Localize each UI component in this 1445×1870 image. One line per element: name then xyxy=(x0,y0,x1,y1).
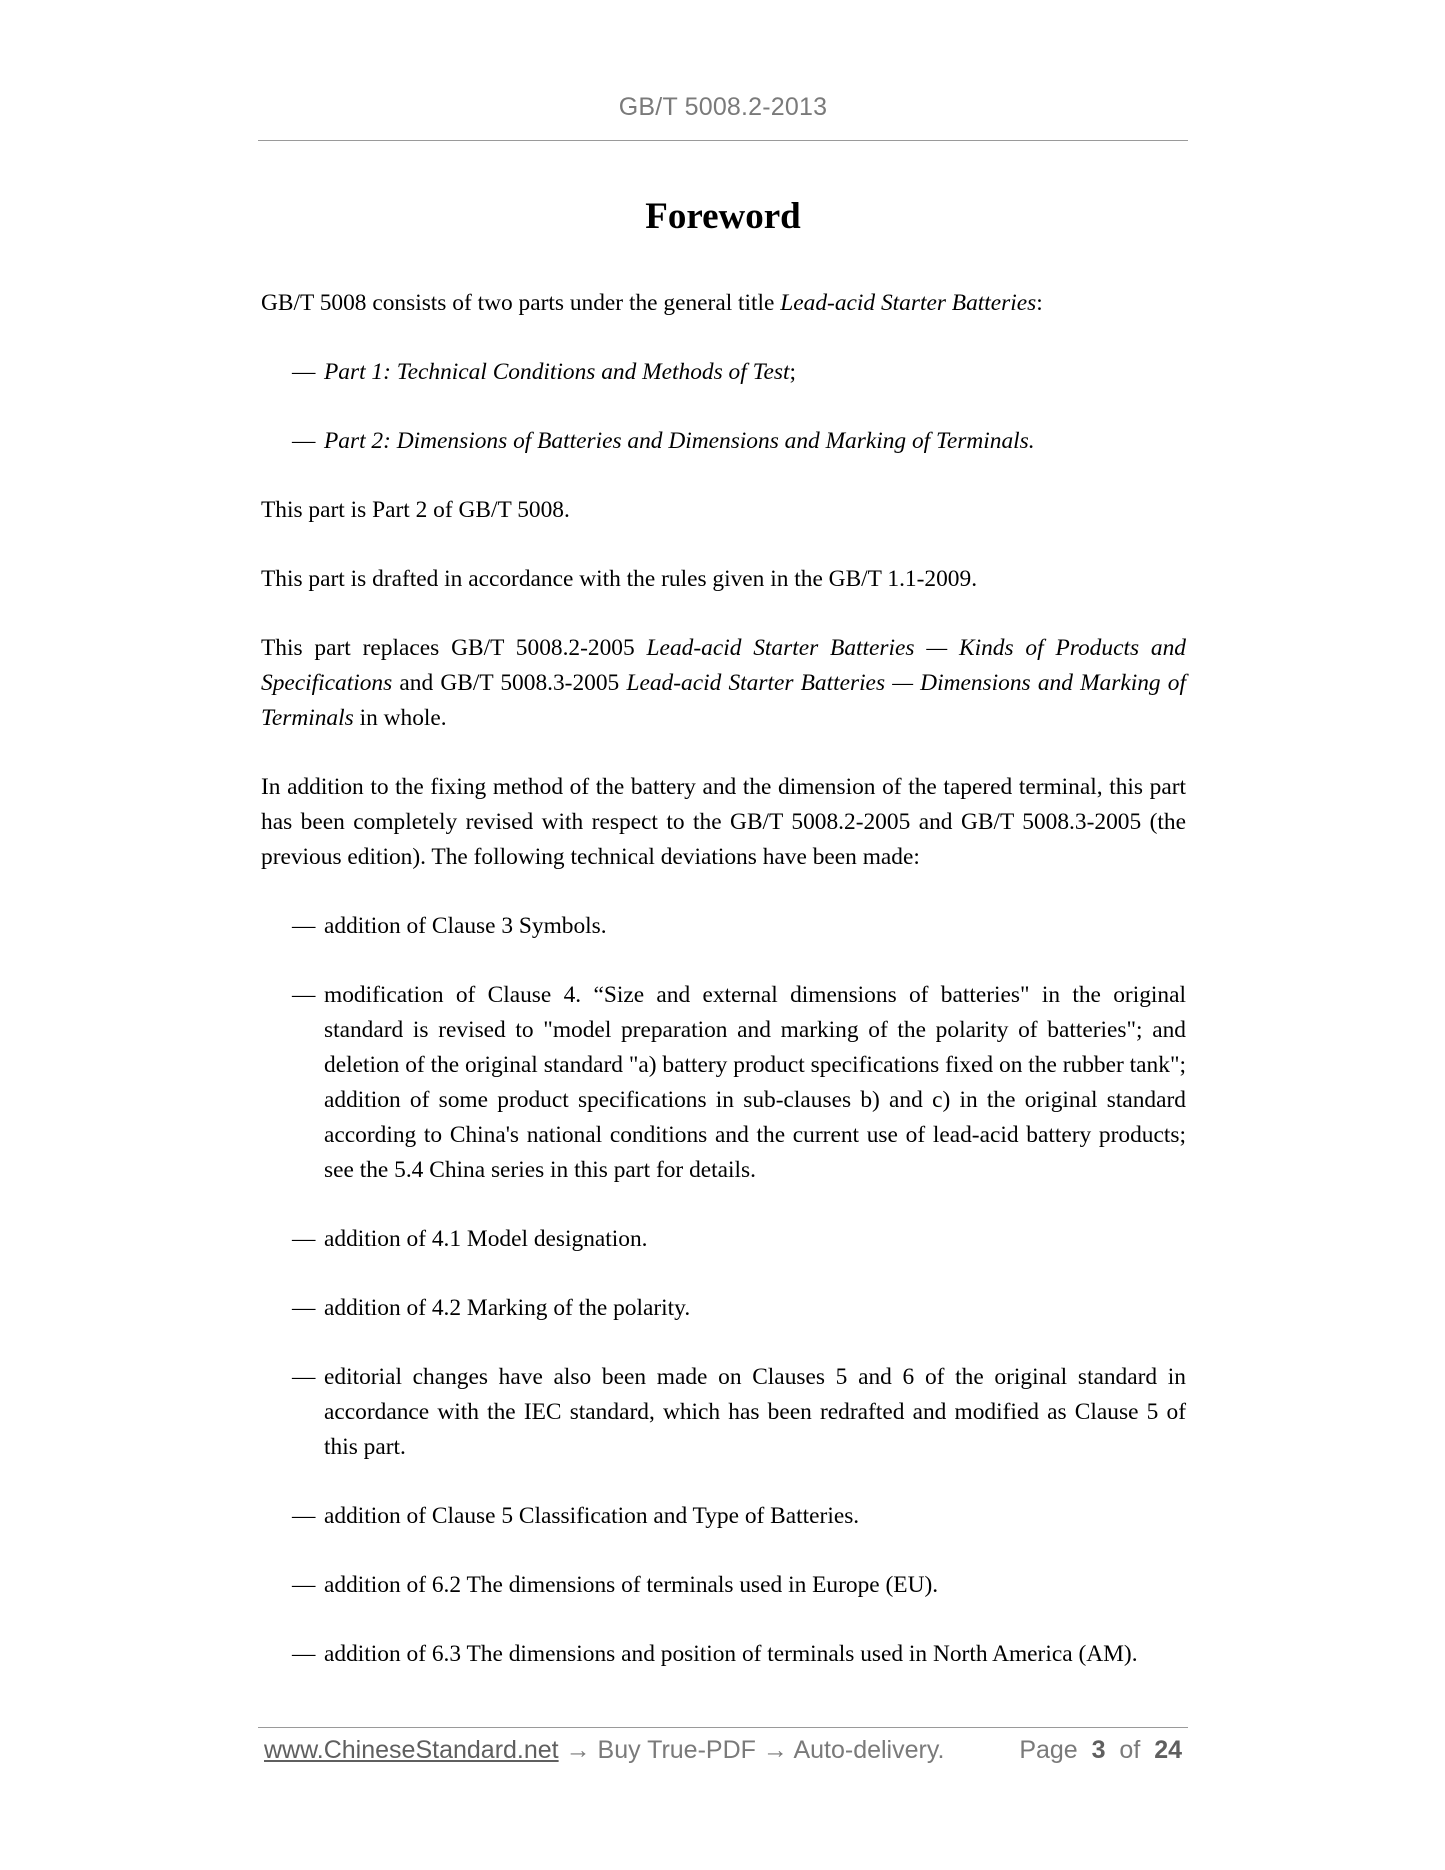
dash-bullet: — xyxy=(292,982,316,1008)
deviation-text: modification of Clause 4. “Size and external dimensions of batteries" in the original standard is revised to "model preparation and marking of the polarity of batteries"; and deletion of the original standard "a) battery product specifications fixed on the rubber tank"; addition of some product specifications in sub-clauses b) and c) in the original standard according to China's national conditions and the current use of lead-acid battery products; see the 5.4 China series in this part for details. xyxy=(324,982,1186,1183)
arrow-right-icon: → xyxy=(762,1736,788,1764)
dash-bullet: — xyxy=(292,1364,316,1390)
deviation-item xyxy=(261,1360,1186,1465)
part-title: Part 2: Dimensions of Batteries and Dimensions and Marking of Terminals. xyxy=(324,428,1035,454)
deviation-item xyxy=(261,1291,1186,1326)
deviation-item xyxy=(261,1568,1186,1603)
replacement-text: This part replaces GB/T 5008.2-2005 xyxy=(261,635,647,661)
dash-bullet: — xyxy=(292,428,316,454)
total-pages: 24 xyxy=(1154,1736,1182,1764)
general-title: Lead-acid Starter Batteries xyxy=(780,290,1037,316)
part-list-item xyxy=(261,355,1186,390)
page-title: Foreword xyxy=(645,196,801,237)
revision-statement: In addition to the fixing method of the battery and the dimension of the tapered terminal, this part has been completely revised with respect to the GB/T 5008.2-2005 and GB/T 5008.3-2005 (the previous edition). The following technical deviations have been made: xyxy=(261,774,1186,870)
document-body xyxy=(261,286,1186,1706)
page-footer xyxy=(264,1732,1182,1768)
header-doc-id: GB/T 5008.2-2013 xyxy=(618,93,828,121)
part-list-item xyxy=(261,424,1186,459)
of-label: of xyxy=(1119,1736,1141,1764)
footer-divider xyxy=(258,1727,1188,1728)
deviation-text: addition of 6.3 The dimensions and position of terminals used in North America (AM). xyxy=(324,1641,1138,1667)
dash-bullet: — xyxy=(292,359,316,385)
dash-bullet: — xyxy=(292,1226,316,1252)
current-page: 3 xyxy=(1091,1736,1106,1764)
deviation-text: addition of 4.1 Model designation. xyxy=(324,1226,648,1252)
deviation-item xyxy=(261,1637,1186,1672)
dash-bullet: — xyxy=(292,1572,316,1598)
part-tail: ; xyxy=(789,359,796,385)
drafting-statement: This part is drafted in accordance with the rules given in the GB/T 1.1-2009. xyxy=(261,566,978,592)
deviation-text: addition of Clause 5 Classification and Type of Batteries. xyxy=(324,1503,860,1529)
arrow-right-icon: → xyxy=(565,1736,591,1764)
header-divider xyxy=(258,140,1188,141)
page-number xyxy=(1019,1732,1182,1768)
replacement-text: and GB/T 5008.3-2005 xyxy=(392,670,627,696)
deviation-item xyxy=(261,1499,1186,1534)
replaced-title-1: Lead-acid Starter Batteries — Kinds of Products and Specifications xyxy=(261,635,1186,696)
dash-bullet: — xyxy=(292,1503,316,1529)
replacement-text: in whole. xyxy=(353,705,447,731)
deviation-item xyxy=(261,978,1186,1188)
buy-pdf-text: Buy True-PDF xyxy=(597,1736,756,1764)
intro-paragraph xyxy=(261,286,1186,321)
part-statement: This part is Part 2 of GB/T 5008. xyxy=(261,497,570,523)
page-label: Page xyxy=(1019,1736,1078,1764)
dash-bullet: — xyxy=(292,1295,316,1321)
deviation-item xyxy=(261,1222,1186,1257)
deviation-item xyxy=(261,909,1186,944)
intro-tail: : xyxy=(1036,290,1043,316)
part-title: Part 1: Technical Conditions and Methods of Test xyxy=(324,359,790,385)
site-link[interactable]: www.ChineseStandard.net xyxy=(264,1736,559,1764)
deviation-text: editorial changes have also been made on Clauses 5 and 6 of the original standard in accordance with the IEC standard, which has been redrafted and modified as Clause 5 of this part. xyxy=(324,1364,1186,1460)
dash-bullet: — xyxy=(292,1641,316,1667)
dash-bullet: — xyxy=(292,913,316,939)
replaced-title-2: Lead-acid Starter Batteries — Dimensions and Marking of Terminals xyxy=(261,670,1186,731)
delivery-text: Auto-delivery. xyxy=(793,1736,945,1764)
deviation-text: addition of Clause 3 Symbols. xyxy=(324,913,607,939)
deviation-text: addition of 4.2 Marking of the polarity. xyxy=(324,1295,691,1321)
replacement-statement xyxy=(261,631,1186,736)
intro-text: GB/T 5008 consists of two parts under the general title xyxy=(261,290,781,316)
deviation-text: addition of 6.2 The dimensions of terminals used in Europe (EU). xyxy=(324,1572,939,1598)
